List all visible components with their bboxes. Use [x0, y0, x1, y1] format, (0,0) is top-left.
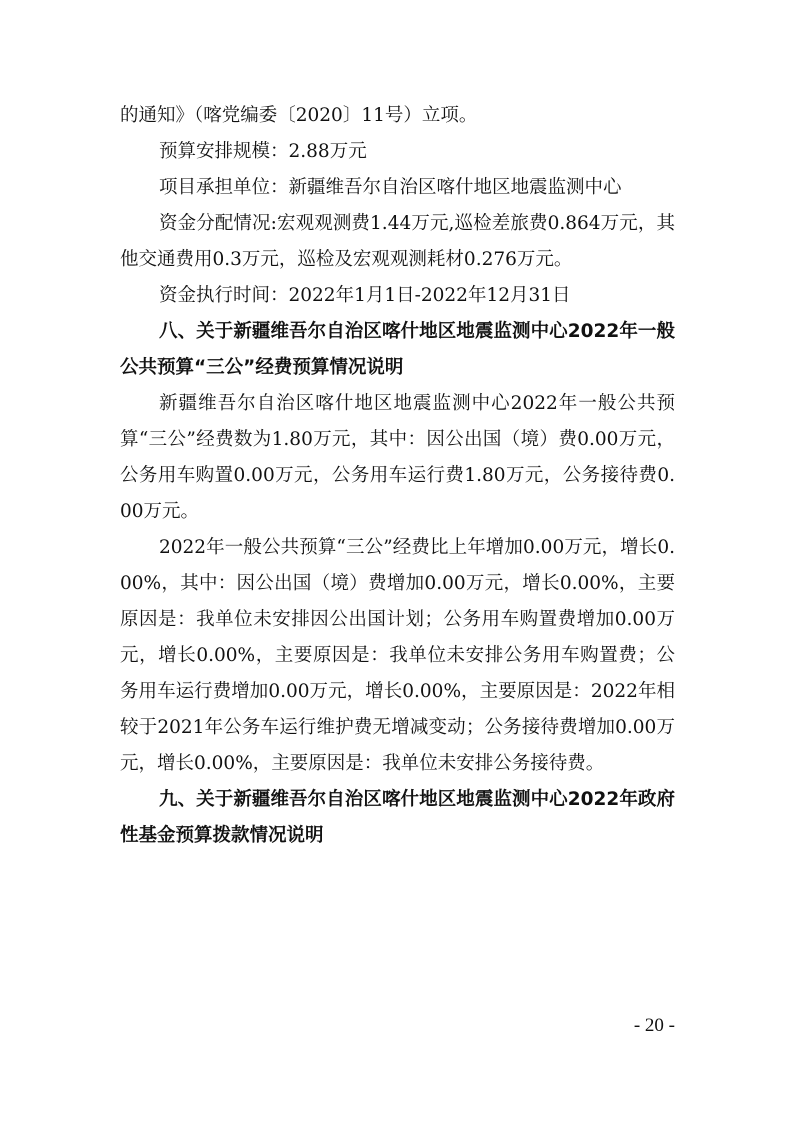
page-number: - 20 - — [633, 1015, 675, 1036]
section-8-paragraph-total: 新疆维吾尔自治区喀什地区地震监测中心2022年一般公共预算“三公”经费数为1.80万元，其中：因公出国（境）费0.00万元，公务用车购置0.00万元，公务用车运行费1.80万元，公务接待费0.00万元。 — [120, 393, 675, 522]
paragraph-continuation: 的通知》（喀党编委〔2020〕11号）立项。 — [120, 105, 478, 126]
paragraph-budget-scale: 预算安排规模：2.88万元 — [159, 141, 367, 162]
section-9-heading: 九、关于新疆维吾尔自治区喀什地区地震监测中心2022年政府性基金预算拨款情况说明 — [120, 789, 675, 846]
paragraph-undertaking-unit: 项目承担单位：新疆维吾尔自治区喀什地区地震监测中心 — [159, 177, 622, 198]
paragraph-fund-allocation: 资金分配情况:宏观观测费1.44万元,巡检差旅费0.864万元，其他交通费用0.3万元，巡检及宏观观测耗材0.276万元。 — [120, 213, 675, 270]
section-8-paragraph-comparison: 2022年一般公共预算“三公”经费比上年增加0.00万元，增长0.00%，其中：因公出国（境）费增加0.00万元，增长0.00%，主要原因是：我单位未安排因公出国计划；公务用车购置费增加0.00万元，增长0.00%，主要原因是：我单位未安排公务用车购置费；公务用车运行费增加0.00万元，增长0.00%，主要原因是：2022年相较于2021年公务车运行维护费无增减变动；公务接待费增加0.00万元，增长0.00%，主要原因是：我单位未安排公务接待费。 — [120, 537, 675, 774]
document-body — [120, 98, 675, 854]
section-8-heading: 八、关于新疆维吾尔自治区喀什地区地震监测中心2022年一般公共预算“三公”经费预算情况说明 — [120, 321, 675, 378]
paragraph-execution-time: 资金执行时间：2022年1月1日-2022年12月31日 — [159, 285, 571, 306]
